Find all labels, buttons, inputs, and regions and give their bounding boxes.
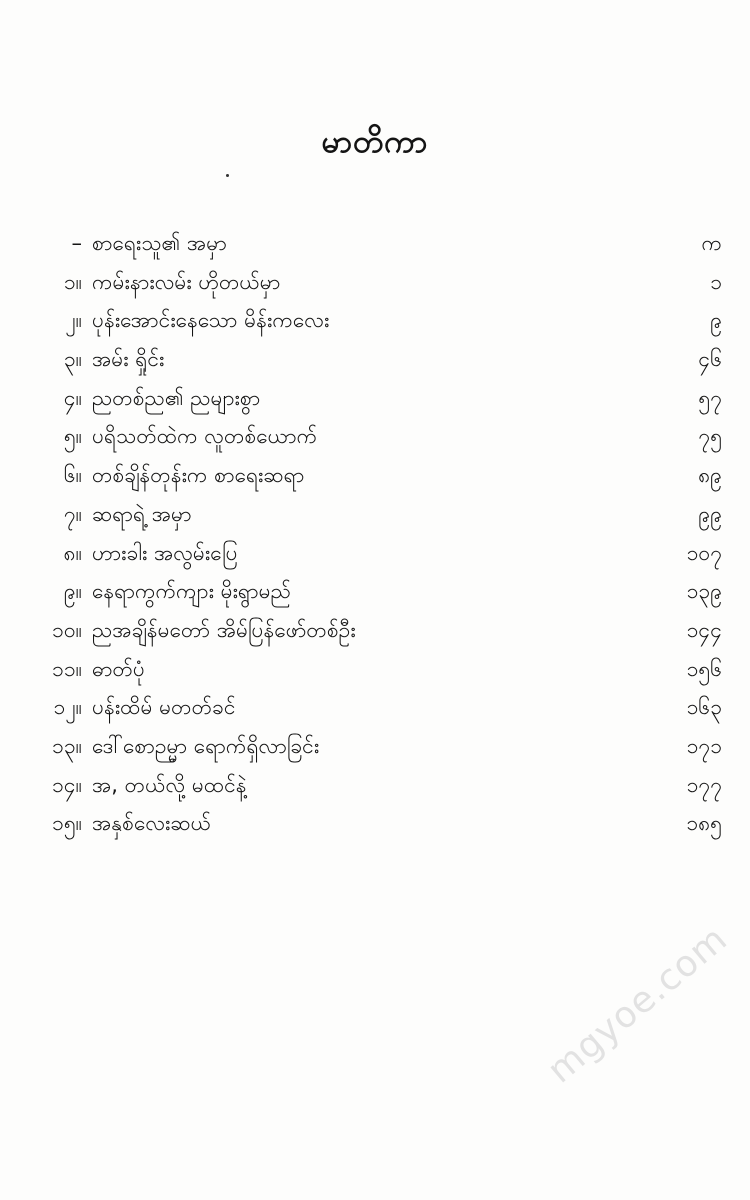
toc-row: [0, 766, 750, 805]
toc-row: [0, 688, 750, 727]
toc-row: [0, 301, 750, 340]
toc-title: အနှစ်လေးဆယ်: [92, 811, 212, 836]
toc-number: ၅။: [63, 424, 82, 449]
toc-number: ၄။: [63, 385, 82, 410]
toc-page-number: ၁၄၄: [686, 617, 722, 642]
toc-row: [0, 417, 750, 456]
toc-page-number: ၁၇၁: [686, 733, 722, 758]
toc-number: –: [71, 231, 82, 255]
toc-row: [0, 456, 750, 495]
toc-page-number: ၁၈၅: [686, 811, 722, 836]
toc-title: ညအချိန်မတော် အိမ်ပြန်ဖော်တစ်ဦး: [92, 617, 356, 642]
table-of-contents: [0, 224, 750, 843]
toc-page-number: ၇၅: [698, 424, 722, 449]
toc-number: ၁၀။: [52, 617, 82, 642]
toc-title: ညတစ်ည၏ ညများစွာ: [92, 385, 261, 410]
toc-title: ပရိသတ်ထဲက လူတစ်ယောက်: [92, 424, 318, 449]
toc-number: ၂။: [65, 308, 82, 333]
toc-number: ၈။: [63, 540, 82, 565]
toc-title: ပုန်းအောင်းနေသော မိန်းကလေး: [92, 308, 330, 333]
toc-page-number: ၁၀၇: [686, 540, 722, 565]
toc-page-number: ၉: [710, 308, 722, 333]
toc-page-number: ၅၇: [698, 385, 722, 410]
toc-number: ၃။: [63, 347, 82, 372]
toc-row: [0, 611, 750, 650]
toc-title: စာရေးသူ၏ အမှာ: [92, 231, 227, 255]
toc-row: [0, 263, 750, 302]
toc-title: ဒေါ်စောဉမ္မာ ရောက်ရှိလာခြင်း: [92, 733, 320, 758]
toc-page-number: ၉၉: [698, 501, 722, 526]
toc-title: တစ်ချိန်တုန်းက စာရေးဆရာ: [92, 463, 305, 488]
toc-page-number: ၄၆: [698, 347, 722, 372]
toc-row: [0, 224, 750, 263]
toc-row: [0, 804, 750, 843]
toc-number: ၇။: [63, 501, 82, 526]
toc-title: ပန်းထိမ် မတတ်ခင်: [92, 695, 236, 720]
toc-title: နေရာကွက်ကျား မိုးရွာမည်: [92, 579, 291, 604]
toc-page-number: ၁၇၇: [686, 772, 722, 797]
ink-dot: [226, 174, 229, 177]
toc-page-number: ၁၆၃: [686, 695, 722, 720]
toc-row: [0, 650, 750, 689]
toc-page-number: ၁: [710, 269, 722, 294]
toc-number: ၁၁။: [52, 656, 82, 681]
toc-title: အ, တယ်လို့ မထင်နဲ့: [92, 772, 247, 797]
toc-row: [0, 340, 750, 379]
toc-row: [0, 379, 750, 418]
toc-number: ၁၃။: [52, 733, 82, 758]
toc-title: ကမ်းနားလမ်း ဟိုတယ်မှာ: [92, 269, 281, 294]
toc-page-number: ၁၃၉: [686, 579, 722, 604]
toc-title: ဟားခါး အလွမ်းပြေ: [92, 540, 238, 565]
toc-page-number: က: [701, 231, 722, 255]
toc-page-number: ၁၅၆: [686, 656, 722, 681]
toc-title: ဓာတ်ပုံ: [92, 656, 145, 681]
watermark: mgyoe.com: [540, 918, 736, 1092]
toc-page-number: ၈၉: [698, 463, 722, 488]
toc-number: ၁၅။: [52, 811, 82, 836]
toc-number: ၁။: [63, 269, 82, 294]
toc-number: ၉။: [63, 579, 82, 604]
page-title: မာတိကာ: [321, 124, 429, 160]
toc-row: [0, 572, 750, 611]
toc-number: ၁၄။: [52, 772, 82, 797]
toc-title: အမ်း ရှိုင်း: [92, 347, 165, 372]
toc-number: ၆။: [63, 463, 82, 488]
toc-row: [0, 534, 750, 573]
toc-row: [0, 495, 750, 534]
toc-title: ဆရာရဲ့ အမှာ: [92, 501, 192, 526]
toc-number: ၁၂။: [53, 695, 82, 720]
toc-row: [0, 727, 750, 766]
